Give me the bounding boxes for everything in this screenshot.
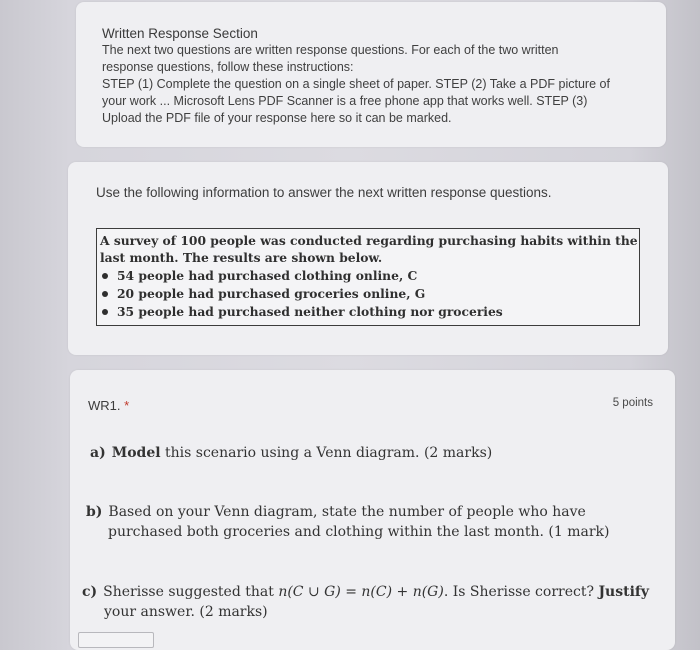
- question-text: . Is Sherisse correct?: [443, 584, 594, 600]
- instructions-line: Upload the PDF file of your response here so it can be marked.: [102, 111, 452, 125]
- bullet-icon: [102, 273, 108, 279]
- instructions-line: The next two questions are written response questions. For each of the two written: [102, 43, 559, 57]
- file-upload-area[interactable]: [78, 632, 154, 648]
- survey-item-text: 20 people had purchased groceries online, G: [117, 286, 426, 301]
- survey-item-text: 35 people had purchased neither clothing nor groceries: [117, 304, 503, 319]
- survey-item-text: 54 people had purchased clothing online, C: [117, 268, 418, 283]
- question-text: Based on your Venn diagram, state the number of people who have: [108, 504, 586, 520]
- survey-intro: [100, 232, 639, 266]
- question-text: your answer. (2 marks): [104, 604, 268, 620]
- question-text: Sherisse suggested that: [103, 584, 274, 600]
- information-lead: Use the following information to answer the next written response questions.: [96, 185, 552, 200]
- survey-box: [96, 228, 640, 326]
- question-number: WR1.: [88, 398, 121, 413]
- question-part-a: [90, 443, 492, 463]
- survey-list: [100, 267, 639, 321]
- information-card: [68, 162, 668, 355]
- bullet-icon: [102, 291, 108, 297]
- question-text: this scenario using a Venn diagram. (2 marks): [165, 445, 493, 461]
- instructions-line: STEP (1) Complete the question on a single sheet of paper. STEP (2) Take a PDF picture of: [102, 77, 610, 91]
- points-label: 5 points: [612, 397, 653, 409]
- survey-item: [100, 267, 639, 285]
- question-part-c: [82, 582, 667, 622]
- bullet-icon: [102, 309, 108, 315]
- instructions-line: your work ... Microsoft Lens PDF Scanner is a free phone app that works well. STEP (3): [102, 94, 588, 108]
- instructions-text: [102, 42, 657, 127]
- emphasis-text: Model: [111, 445, 161, 461]
- survey-item: [100, 303, 639, 321]
- part-label: a): [90, 445, 106, 461]
- instructions-card: [76, 2, 666, 147]
- part-label: c): [82, 584, 98, 600]
- emphasis-text: Justify: [598, 584, 650, 600]
- survey-item: [100, 285, 639, 303]
- part-label: b): [86, 504, 103, 520]
- question-part-b: [86, 502, 656, 542]
- survey-line: A survey of 100 people was conducted regarding purchasing habits within the: [100, 233, 638, 248]
- question-label: [88, 398, 129, 413]
- question-text: purchased both groceries and clothing within the last month. (1 mark): [108, 524, 610, 540]
- required-marker: *: [124, 398, 130, 413]
- section-title: Written Response Section: [102, 26, 258, 41]
- math-expression: n(C ∪ G) = n(C) + n(G): [278, 584, 444, 600]
- question-card-wr1: [70, 370, 675, 650]
- instructions-line: response questions, follow these instructions:: [102, 60, 354, 74]
- survey-line: last month. The results are shown below.: [100, 250, 383, 265]
